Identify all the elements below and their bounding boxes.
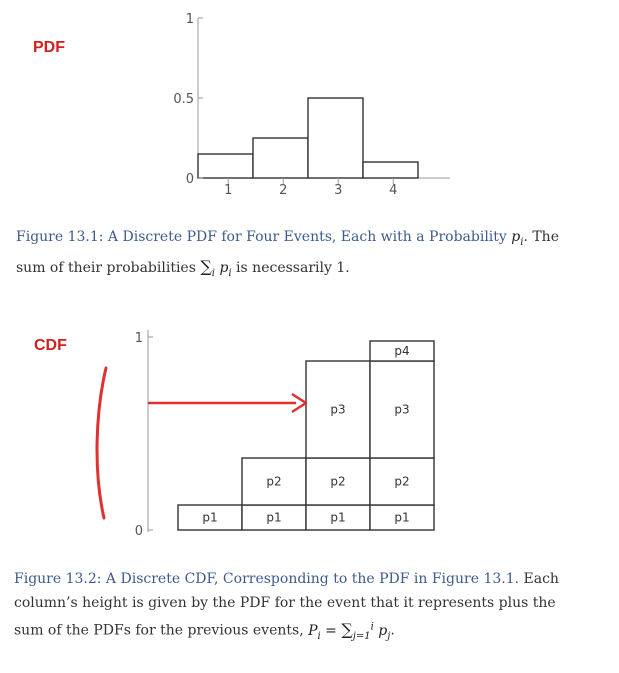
sigma-icon: ∑ <box>200 256 212 276</box>
cdf-y-tick-label: 0 <box>134 524 143 539</box>
pdf-bar-2 <box>253 138 308 178</box>
caption-2-line-2: column’s height is given by the PDF for the event that it represents plus the <box>14 595 556 611</box>
pdf-y-tick-label: 1 <box>185 12 194 27</box>
cdf-segment-label: p4 <box>394 344 410 358</box>
sigma-icon: ∑ <box>341 619 353 639</box>
caption-1-figure-text: Figure 13.1: A Discrete PDF for Four Events, Each with a Probability <box>16 229 512 245</box>
caption-2-line-3: sum of the PDFs for the previous events, $P_i = \sum_{j=1}^i$ $p_j$. <box>14 619 395 642</box>
pdf-bar-3 <box>308 98 363 178</box>
cdf-label: CDF <box>34 337 67 354</box>
cdf-segment-label: p1 <box>266 510 282 525</box>
cdf-chart <box>135 330 434 539</box>
pdf-x-tick-label: 1 <box>224 183 233 198</box>
cdf-segment-label: p1 <box>394 510 410 525</box>
cdf-segment-label: p2 <box>266 474 282 489</box>
caption-2-line-1: Figure 13.2: A Discrete CDF, Corresponding to the PDF in Figure 13.1. Each <box>14 571 559 587</box>
pdf-x-tick-label: 2 <box>279 183 288 198</box>
pdf-x-tick-label: 4 <box>389 183 398 198</box>
red-bracket-annotation <box>97 368 106 518</box>
cdf-y-tick-label: 1 <box>134 331 143 346</box>
pdf-label: PDF <box>33 39 65 56</box>
pdf-y-tick-label: 0 <box>185 172 194 187</box>
cdf-segment-label: p1 <box>330 510 346 525</box>
cdf-segment-label: p2 <box>394 474 410 489</box>
caption-figure-13-2 <box>14 567 614 648</box>
caption-figure-13-1 <box>16 225 611 286</box>
cdf-segment-label: p1 <box>202 510 218 525</box>
pdf-x-tick-label: 3 <box>334 183 343 198</box>
caption-1-line-2: sum of their probabilities $\sum_i$ $p_i$ is necessarily 1. <box>16 256 350 279</box>
pdf-chart <box>173 12 450 198</box>
pdf-bar-4 <box>363 162 418 178</box>
cdf-segment-label: p2 <box>330 474 346 489</box>
pdf-y-tick-label: 0.5 <box>173 92 194 107</box>
caption-1-line-1 <box>16 225 611 255</box>
cdf-segment-label: p3 <box>394 402 410 417</box>
caption-1-math-p: $p_i$ <box>511 229 524 248</box>
caption-2-formula: $P_i = \sum_{j=1}^i$ $p_j$ <box>308 619 391 642</box>
caption-2-figure-text: Figure 13.2: A Discrete CDF, Corresponding to the PDF in Figure 13.1. <box>14 571 520 587</box>
caption-1-rest: . The <box>523 229 559 245</box>
pdf-bar-1 <box>198 154 253 178</box>
cdf-segment-label: p3 <box>330 402 346 417</box>
caption-1-sum: $\sum_i$ $p_i$ <box>200 256 232 279</box>
